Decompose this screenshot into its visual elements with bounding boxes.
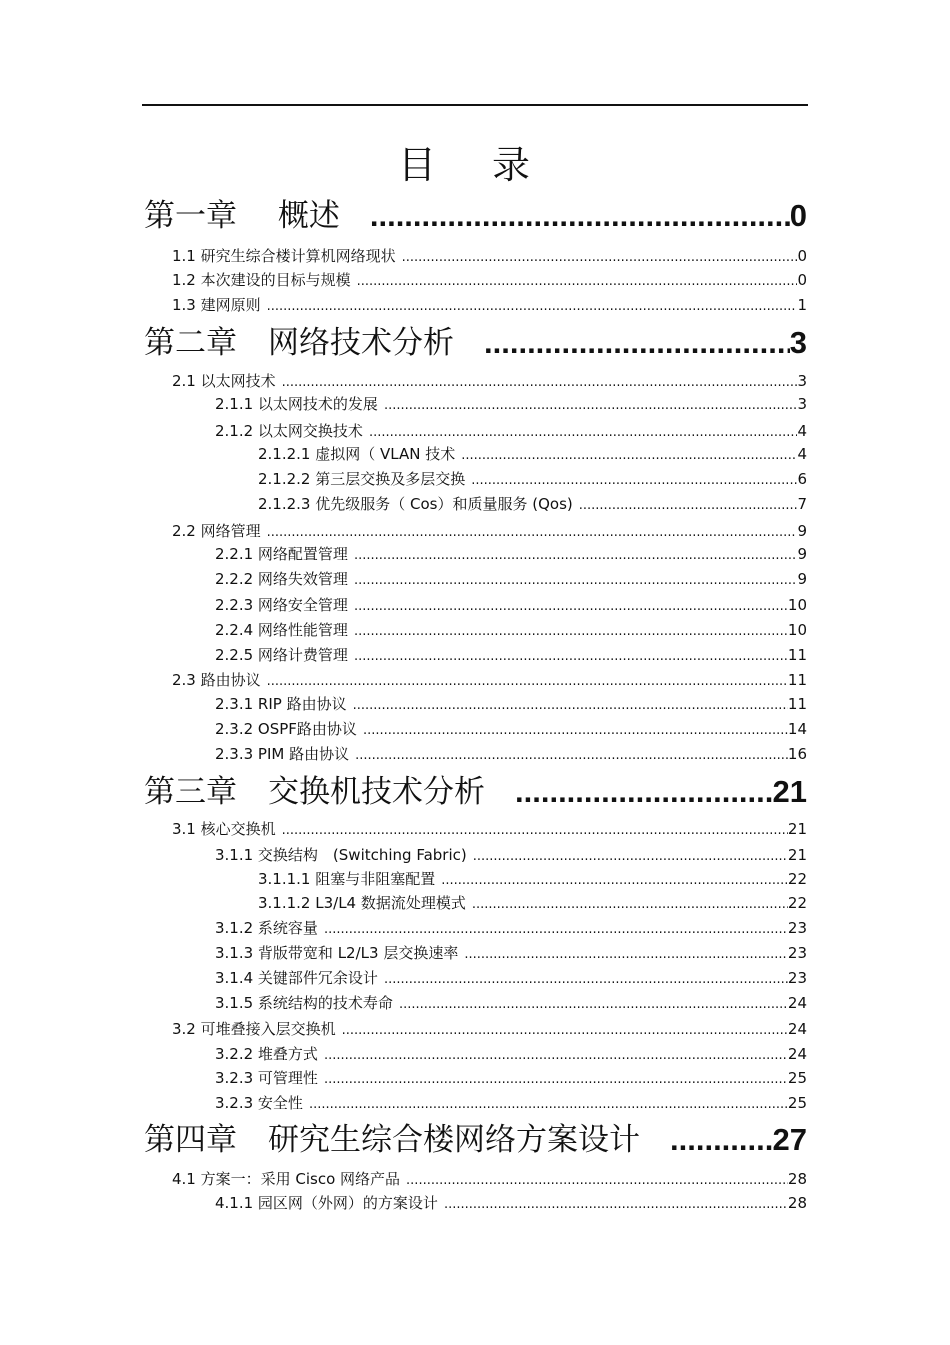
toc-page-number: 11 (787, 695, 807, 713)
toc-page-number: 9 (797, 545, 807, 563)
toc-page-number: 24 (787, 994, 807, 1012)
dot-leader (267, 296, 798, 318)
toc-section-entry[interactable] (215, 543, 807, 565)
toc-entry-title: 第三章 交换机技术分析 (144, 774, 485, 810)
toc-section-entry[interactable] (215, 644, 807, 666)
toc-page-number: 6 (797, 470, 807, 488)
dot-leader (324, 1045, 788, 1067)
dot-leader (402, 247, 798, 269)
toc-page-number: 24 (787, 1020, 807, 1038)
dot-leader (354, 621, 788, 643)
toc-entry-title: 1.1 研究生综合楼计算机网络现状 (172, 247, 396, 265)
dot-leader (282, 820, 788, 842)
toc-entry-title: 第一章 概述 (144, 198, 340, 234)
toc-section-entry[interactable] (215, 1092, 807, 1114)
toc-section-entry[interactable] (258, 443, 807, 465)
dot-leader (355, 745, 788, 767)
toc-page-number: 9 (797, 570, 807, 588)
toc-entry-title: 2.2.5 网络计费管理 (215, 646, 348, 664)
toc-page-number: 0 (789, 198, 807, 233)
toc-section-entry[interactable] (215, 743, 807, 765)
dot-leader (464, 944, 788, 966)
toc-section-entry[interactable] (215, 917, 807, 939)
toc-section-entry[interactable] (215, 1043, 807, 1065)
toc-section-entry[interactable] (172, 370, 807, 392)
toc-chapter-entry[interactable] (144, 196, 807, 236)
toc-entry-title: 2.3.3 PIM 路由协议 (215, 745, 350, 763)
dot-leader (363, 720, 788, 742)
toc-page-number: 11 (787, 646, 807, 664)
toc-section-entry[interactable] (172, 269, 807, 291)
toc-page-number: 28 (787, 1170, 807, 1188)
toc-page-number: 4 (797, 422, 807, 440)
toc-page-number: 22 (787, 870, 807, 888)
toc-entry-title: 2.3.1 RIP 路由协议 (215, 695, 347, 713)
toc-section-entry[interactable] (172, 1018, 807, 1040)
dot-leader (370, 196, 790, 236)
toc-page-number: 3 (797, 395, 807, 413)
toc-entry-title: 3.1.3 背版带宽和 L2/L3 层交换速率 (215, 944, 459, 962)
dot-leader (670, 1120, 773, 1160)
toc-entry-title: 2.1 以太网技术 (172, 372, 276, 390)
toc-page-number: 23 (787, 944, 807, 962)
toc-section-entry[interactable] (215, 568, 807, 590)
dot-leader (473, 846, 788, 868)
dot-leader (444, 1194, 788, 1216)
toc-page-number: 23 (787, 919, 807, 937)
toc-page-number: 21 (772, 774, 807, 809)
toc-page-number: 23 (787, 969, 807, 987)
dot-leader (354, 545, 798, 567)
toc-entry-title: 2.2.4 网络性能管理 (215, 621, 348, 639)
dot-leader (267, 522, 798, 544)
dot-leader (354, 570, 798, 592)
dot-leader (484, 323, 790, 363)
toc-section-entry[interactable] (215, 992, 807, 1014)
toc-page-number: 11 (787, 671, 807, 689)
toc-section-entry[interactable] (172, 294, 807, 316)
dot-leader (369, 422, 798, 444)
toc-chapter-entry[interactable] (144, 772, 807, 812)
toc-section-entry[interactable] (215, 693, 807, 715)
dot-leader (309, 1094, 788, 1116)
toc-section-entry[interactable] (215, 967, 807, 989)
toc-section-entry[interactable] (215, 844, 807, 866)
dot-leader (342, 1020, 788, 1042)
toc-page-number: 22 (787, 894, 807, 912)
toc-page-number: 28 (787, 1194, 807, 1212)
toc-entry-title: 3.1.5 系统结构的技术寿命 (215, 994, 393, 1012)
toc-section-entry[interactable] (215, 718, 807, 740)
toc-entry-title: 3.2.3 安全性 (215, 1094, 303, 1112)
toc-entry-title: 2.1.2.3 优先级服务（ Cos）和质量服务 (Qos) (258, 495, 573, 513)
toc-section-entry[interactable] (215, 619, 807, 641)
toc-entry-title: 4.1 方案一：采用 Cisco 网络产品 (172, 1170, 401, 1188)
toc-section-entry[interactable] (172, 245, 807, 267)
toc-page-number: 25 (787, 1069, 807, 1087)
dot-leader (406, 1170, 788, 1192)
toc-page-number: 4 (797, 445, 807, 463)
toc-entry-title: 1.2 本次建设的目标与规模 (172, 271, 351, 289)
toc-entry-title: 3.1.1 交换结构 (Switching Fabric) (215, 846, 467, 864)
toc-page-number: 27 (772, 1122, 807, 1157)
toc-page-number: 3 (789, 325, 807, 360)
dot-leader (399, 994, 788, 1016)
toc-section-entry[interactable] (258, 468, 807, 490)
toc-page-number: 25 (787, 1094, 807, 1112)
toc-entry-title: 3.1.2 系统容量 (215, 919, 318, 937)
dot-leader (357, 271, 798, 293)
toc-page-number: 1 (797, 296, 807, 314)
toc-chapter-entry[interactable] (144, 323, 807, 363)
dot-leader (354, 646, 788, 668)
toc-page-number: 7 (797, 495, 807, 513)
toc-entry-title: 2.2.3 网络安全管理 (215, 596, 348, 614)
toc-entry-title: 第四章 研究生综合楼网络方案设计 (144, 1122, 640, 1158)
toc-page-number: 21 (787, 820, 807, 838)
toc-section-entry[interactable] (258, 868, 807, 890)
toc-section-entry[interactable] (215, 1192, 807, 1214)
toc-entry-title: 2.2 网络管理 (172, 522, 261, 540)
dot-leader (324, 919, 788, 941)
toc-entry-title: 第二章 网络技术分析 (144, 325, 454, 361)
toc-section-entry[interactable] (215, 420, 807, 442)
dot-leader (267, 671, 788, 693)
toc-section-entry[interactable] (172, 818, 807, 840)
toc-page-number: 0 (797, 247, 807, 265)
toc-entry-title: 3.1 核心交换机 (172, 820, 276, 838)
toc-entry-title: 2.1.1 以太网技术的发展 (215, 395, 378, 413)
toc-entry-title: 2.1.2 以太网交换技术 (215, 422, 363, 440)
dot-leader (579, 495, 798, 517)
toc-section-entry[interactable] (258, 493, 807, 515)
toc-entry-title: 3.1.1.2 L3/L4 数据流处理模式 (258, 894, 466, 912)
toc-section-entry[interactable] (215, 594, 807, 616)
toc-title: 目 录 (397, 143, 553, 187)
toc-section-entry[interactable] (215, 942, 807, 964)
dot-leader (384, 969, 788, 991)
toc-entry-title: 3.2.2 堆叠方式 (215, 1045, 318, 1063)
toc-section-entry[interactable] (172, 669, 807, 691)
toc-entry-title: 2.2.1 网络配置管理 (215, 545, 348, 563)
dot-leader (461, 445, 797, 467)
toc-chapter-entry[interactable] (144, 1120, 807, 1160)
toc-entry-title: 4.1.1 园区网（外网）的方案设计 (215, 1194, 438, 1212)
dot-leader (515, 772, 773, 812)
dot-leader (324, 1069, 788, 1091)
dot-leader (471, 470, 797, 492)
toc-entry-title: 3.1.1.1 阻塞与非阻塞配置 (258, 870, 436, 888)
dot-leader (441, 870, 788, 892)
toc-section-entry[interactable] (215, 393, 807, 415)
toc-entry-title: 1.3 建网原则 (172, 296, 261, 314)
toc-page-number: 3 (797, 372, 807, 390)
toc-entry-title: 2.3 路由协议 (172, 671, 261, 689)
toc-section-entry[interactable] (172, 520, 807, 542)
toc-entry-title: 3.1.4 关键部件冗余设计 (215, 969, 378, 987)
dot-leader (353, 695, 788, 717)
toc-page-number: 16 (787, 745, 807, 763)
dot-leader (472, 894, 788, 916)
toc-entry-title: 2.3.2 OSPF路由协议 (215, 720, 357, 738)
toc-page-number: 14 (787, 720, 807, 738)
toc-section-entry[interactable] (215, 1067, 807, 1089)
dot-leader (282, 372, 798, 394)
toc-page-number: 24 (787, 1045, 807, 1063)
toc-entry-title: 2.2.2 网络失效管理 (215, 570, 348, 588)
toc-section-entry[interactable] (172, 1168, 807, 1190)
toc-entry-title: 3.2.3 可管理性 (215, 1069, 318, 1087)
toc-page-number: 10 (787, 621, 807, 639)
dot-leader (354, 596, 788, 618)
toc-section-entry[interactable] (258, 892, 807, 914)
toc-page-number: 0 (797, 271, 807, 289)
toc-page-number: 21 (787, 846, 807, 864)
toc-page-number: 10 (787, 596, 807, 614)
toc-page-number: 9 (797, 522, 807, 540)
dot-leader (384, 395, 798, 417)
toc-entry-title: 2.1.2.2 第三层交换及多层交换 (258, 470, 466, 488)
toc-entry-title: 2.1.2.1 虚拟网（ VLAN 技术 (258, 445, 456, 463)
toc-entry-title: 3.2 可堆叠接入层交换机 (172, 1020, 336, 1038)
